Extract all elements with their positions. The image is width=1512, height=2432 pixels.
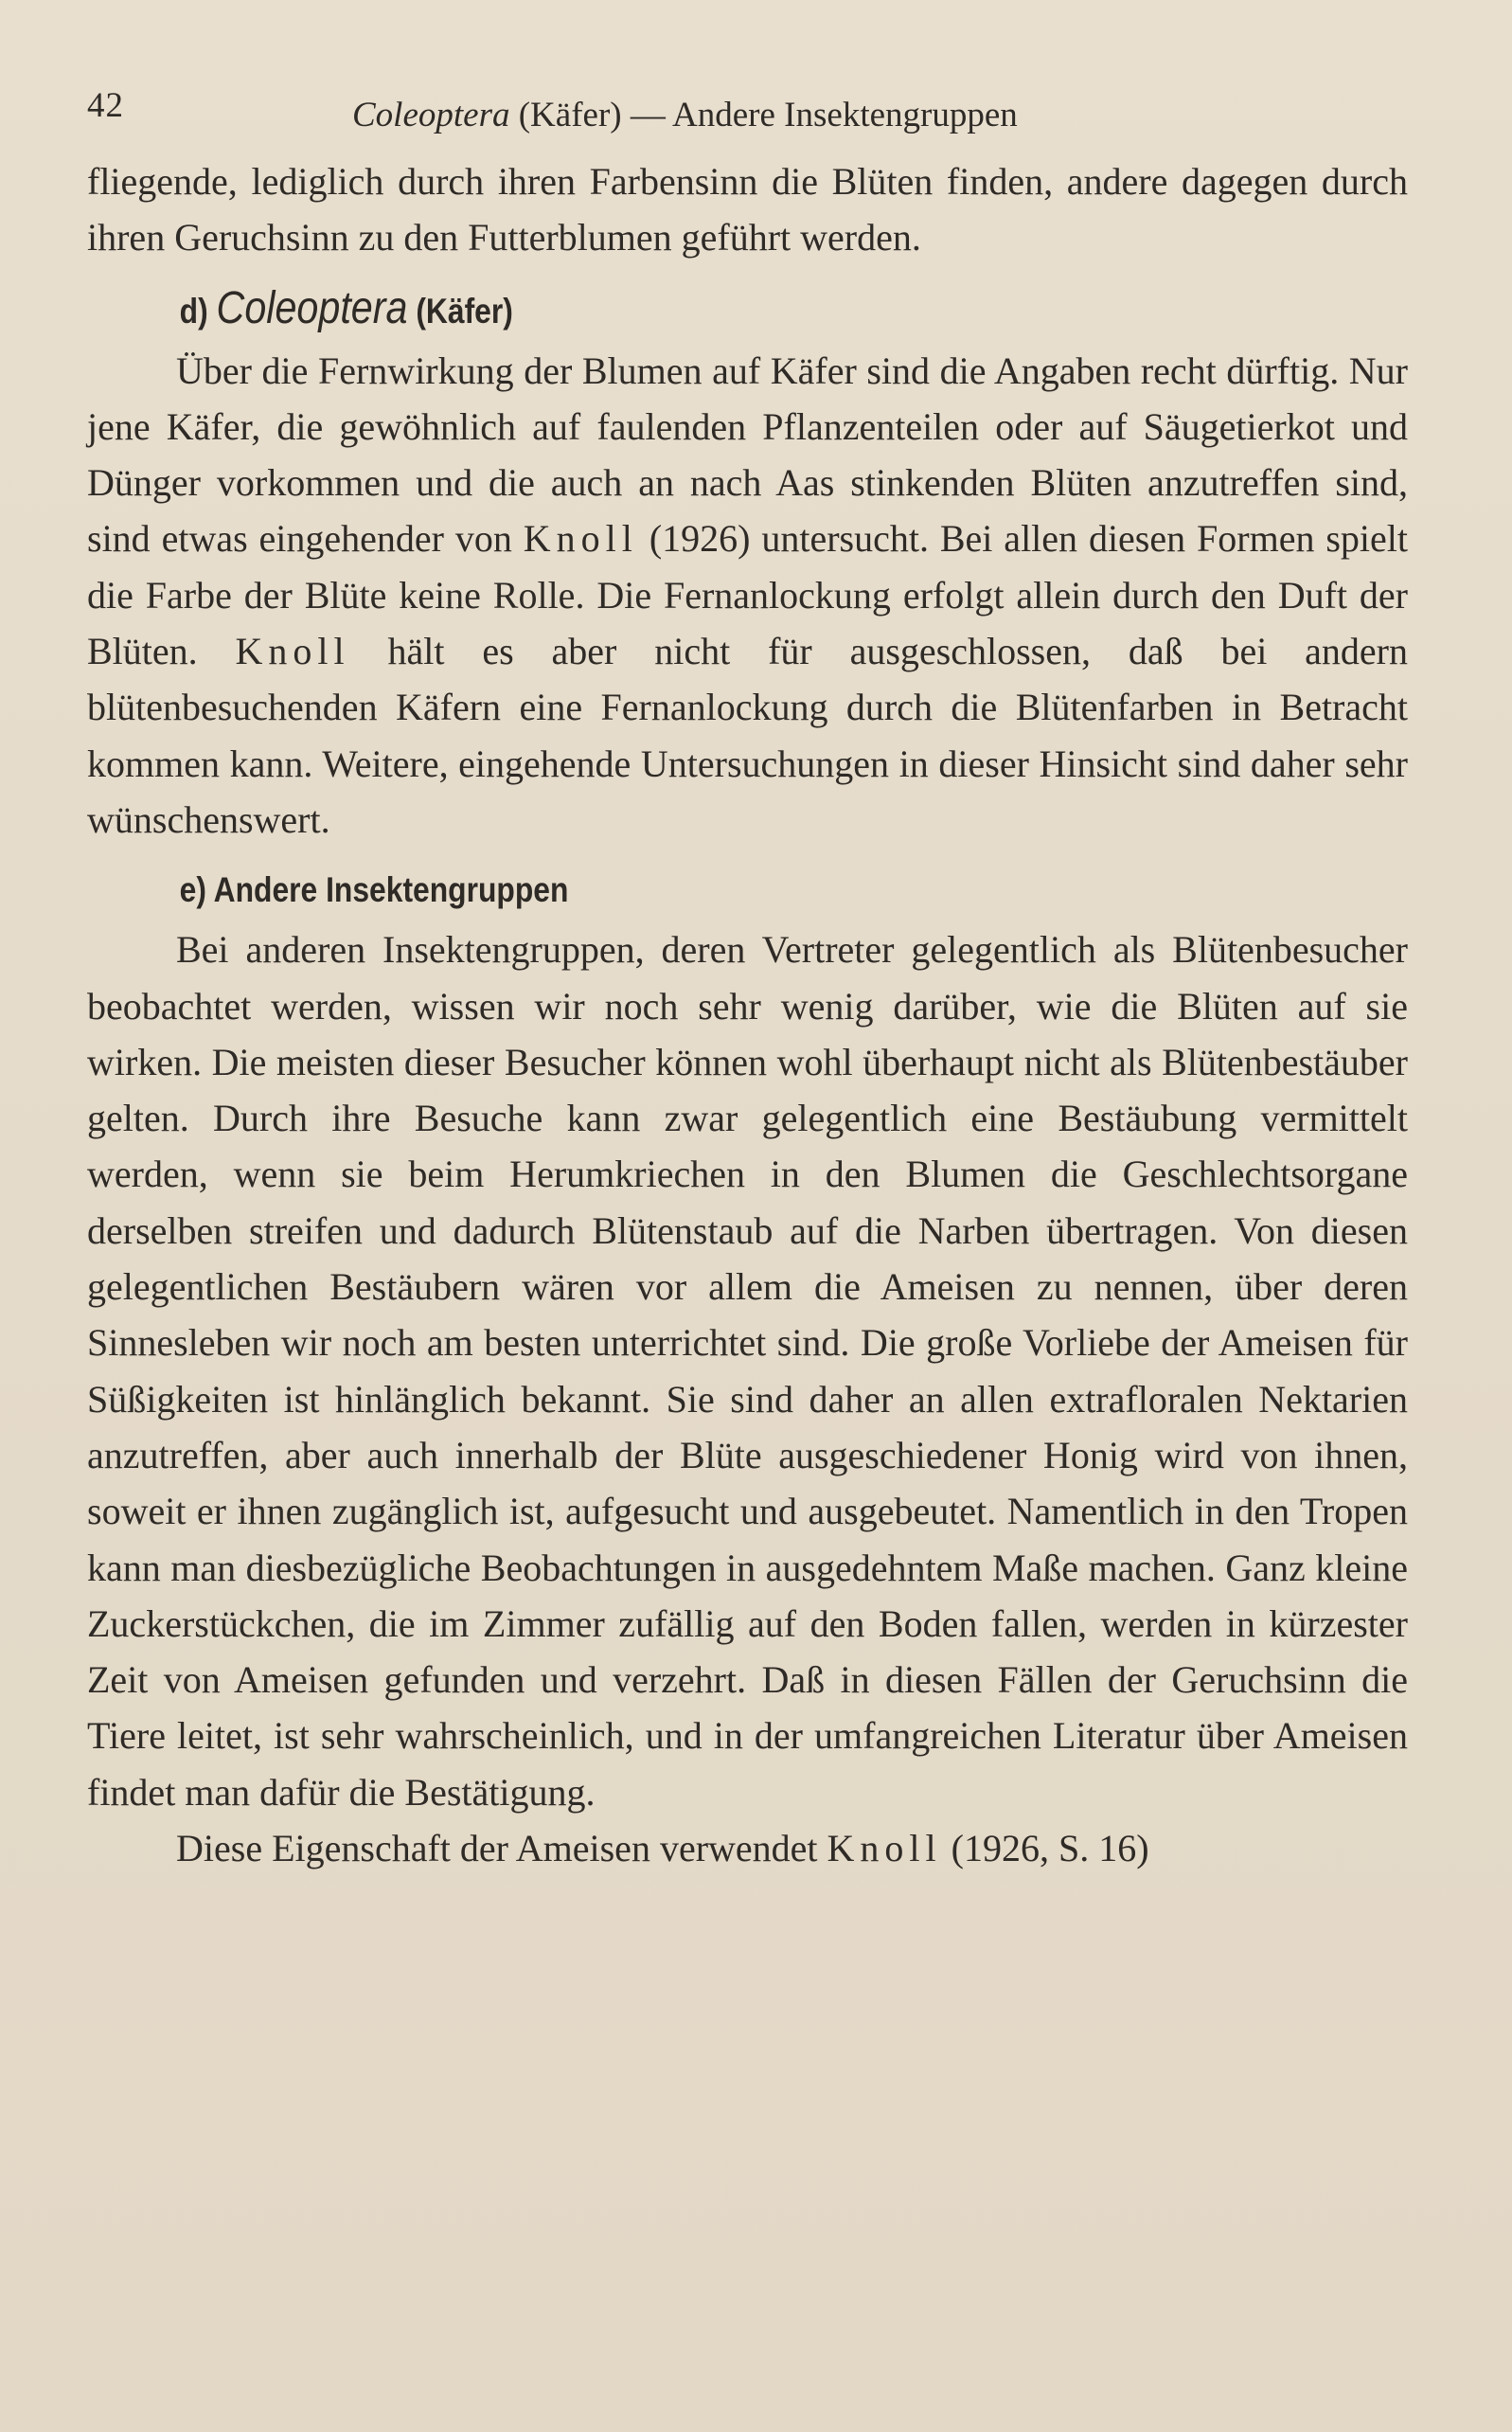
running-title-italic: Coleoptera (352, 96, 510, 134)
paragraph-ants (87, 1820, 1408, 1876)
section-heading-d (180, 279, 1316, 341)
body-text (87, 153, 1408, 1876)
paragraph-ants-part-b: (1926, S. 16) (941, 1827, 1149, 1870)
section-d-title-italic: Coleoptera (216, 282, 408, 333)
paragraph-other-insects: Bei anderen Insektengruppen, deren Vertreter gelegentlich als Blütenbesucher beobachtet werden, wissen wir noch sehr wenig darüber, wie die Blüten auf sie wirken. Die meisten dieser Besucher können wohl überhaupt nicht als Blütenbestäuber gelten. Durch ihre Besuche kann zwar gelegentlich eine Bestäubung vermittelt werden, wenn sie beim Herumkriechen in den Blumen die Geschlechtsorgane derselben streifen und dadurch Blütenstaub auf die Narben übertragen. Von diesen gelegentlichen Bestäubern wären vor allem die Ameisen zu nennen, über deren Sinnesleben wir noch am besten unterrichtet sind. Die große Vorliebe der Ameisen für Süßigkeiten ist hinlänglich bekannt. Sie sind daher an allen extrafloralen Nektarien anzutreffen, aber auch innerhalb der Blüte ausgeschiedener Honig wird von ihnen, soweit er ihnen zugänglich ist, aufgesucht und ausgebeutet. Namentlich in den Tropen kann man diesbezügliche Beobachtungen in ausgedehntem Maße machen. Ganz kleine Zuckerstückchen, die im Zimmer zufällig auf den Boden fallen, werden in kürzester Zeit von Ameisen gefunden und verzehrt. Daß in diesen Fällen der Geruchsinn die Tiere leitet, ist sehr wahrscheinlich, und in der umfangreichen Literatur über Ameisen findet man dafür die Bestätigung. (87, 928, 1408, 1814)
page-number: 42 (87, 86, 124, 125)
author-name: Knoll (827, 1827, 942, 1870)
section-d-title-rest: (Käfer) (407, 291, 513, 331)
section-d-label: d) (179, 291, 217, 331)
paragraph-coleoptera-part-b: (1926) untersucht. Bei allen diesen Formen spielt die Farbe der Blüte keine Rolle. Die Fernanlockung erfolgt allein durch den Duft der Blüten. (87, 517, 1409, 673)
paragraph-coleoptera (87, 343, 1408, 849)
running-title-rest: (Käfer) — Andere Insektengruppen (509, 96, 1018, 134)
author-name: Knoll (235, 630, 350, 673)
running-head (87, 85, 1408, 153)
paragraph-ants-part-a: Diese Eigenschaft der Ameisen verwendet (176, 1827, 827, 1870)
author-name: Knoll (523, 517, 638, 561)
paragraph-coleoptera-part-c: hält es aber nicht für ausgeschlossen, daß bei andern blütenbesuchenden Käfern eine Fernanlockung durch die Blütenfarben in Betracht kommen kann. Weitere, eingehende Untersuchungen in dieser Hinsicht sind daher sehr wünschenswert. (87, 630, 1408, 841)
section-heading-e: e) Andere Insektengruppen (179, 870, 569, 910)
paragraph-coleoptera-part-a: Über die Fernwirkung der Blumen auf Käfer sind die Angaben recht dürftig. Nur jene Käfer, die gewöhnlich auf faulenden Pflanzenteilen oder auf Säugetierkot und Dünger vorkommen und die auch an nach Aas stinkenden Blüten anzutreffen sind, sind etwas eingehender von (87, 349, 1408, 561)
paragraph-continuation: fliegende, lediglich durch ihren Farbensinn die Blüten finden, andere dagegen durch ihren Geruchsinn zu den Futterblumen geführt werden. (87, 160, 1408, 259)
running-title (352, 95, 1018, 135)
